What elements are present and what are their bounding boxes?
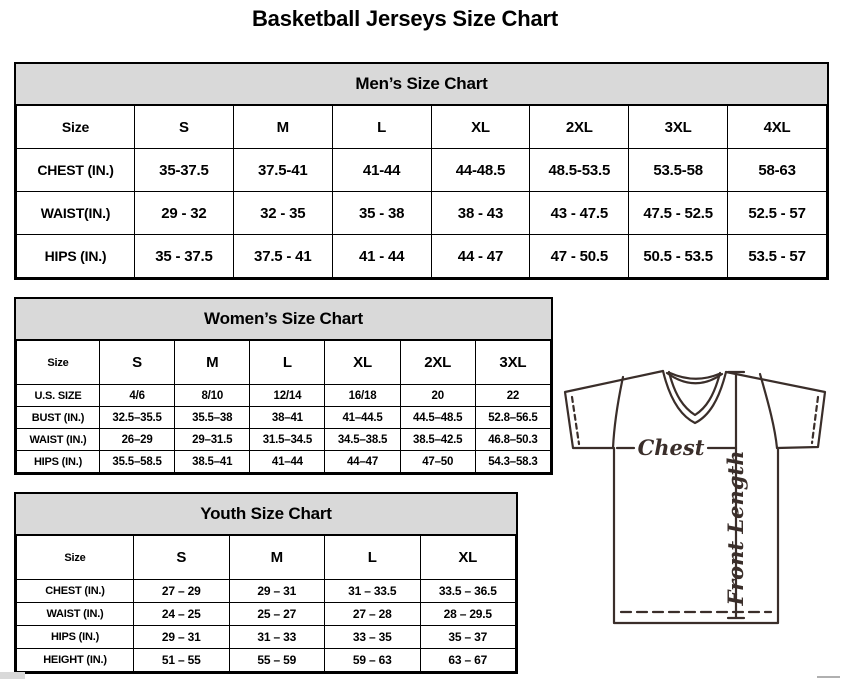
table-row [17,626,516,649]
table-row [17,649,516,672]
table-cell: 33 – 35 [325,626,421,649]
table-cell: 22 [475,385,550,407]
table-cell: 16/18 [325,385,400,407]
table-row [17,192,827,235]
table-cell: 37.5 - 41 [233,235,332,278]
table-cell: 47–50 [400,451,475,473]
jersey-body-outline [614,448,778,623]
table-cell: 53.5-58 [629,149,728,192]
table-cell: 25 – 27 [229,603,325,626]
table-cell: 63 – 67 [420,649,516,672]
table-cell: 53.5 - 57 [728,235,827,278]
table-cell: 41-44 [332,149,431,192]
table-row [17,429,551,451]
column-header: L [325,536,421,580]
table-cell: 31 – 33.5 [325,580,421,603]
jersey-right-cuff-dashes [812,397,818,443]
womens-chart-title: Women’s Size Chart [16,299,551,340]
column-header: 3XL [475,341,550,385]
table-cell: 4/6 [100,385,175,407]
table-cell: 29–31.5 [175,429,250,451]
table-cell: 38.5–42.5 [400,429,475,451]
table-cell: 47.5 - 52.5 [629,192,728,235]
mens-size-chart [14,62,829,280]
youth-chart-title: Youth Size Chart [16,494,516,535]
table-cell: 32 - 35 [233,192,332,235]
table-cell: 44–47 [325,451,400,473]
youth-size-table [16,535,516,672]
mens-chart-title: Men’s Size Chart [16,64,827,105]
table-row [17,385,551,407]
table-row [17,580,516,603]
row-label: HIPS (IN.) [17,235,135,278]
column-header: S [134,536,230,580]
womens-size-table [16,340,551,473]
table-cell: 43 - 47.5 [530,192,629,235]
row-label: CHEST (IN.) [17,149,135,192]
front-length-label: Front Length [723,450,748,606]
column-header: M [229,536,325,580]
table-cell: 37.5-41 [233,149,332,192]
jersey-right-seam [760,374,777,448]
table-cell: 41–44.5 [325,407,400,429]
row-label: HIPS (IN.) [17,451,100,473]
row-label: WAIST (IN.) [17,429,100,451]
table-row [17,603,516,626]
table-cell: 27 – 28 [325,603,421,626]
table-cell: 35 – 37 [420,626,516,649]
column-header-row [17,536,516,580]
table-cell: 31 – 33 [229,626,325,649]
table-cell: 48.5-53.5 [530,149,629,192]
column-header: S [135,106,234,149]
table-cell: 52.8–56.5 [475,407,550,429]
table-row [17,451,551,473]
page-title: Basketball Jerseys Size Chart [251,6,559,31]
table-cell: 50.5 - 53.5 [629,235,728,278]
table-cell: 44 - 47 [431,235,530,278]
table-cell: 31.5–34.5 [250,429,325,451]
table-cell: 35 - 38 [332,192,431,235]
table-cell: 32.5–35.5 [100,407,175,429]
row-label: HEIGHT (IN.) [17,649,134,672]
row-label: BUST (IN.) [17,407,100,429]
column-header: L [250,341,325,385]
table-cell: 8/10 [175,385,250,407]
column-header: 2XL [530,106,629,149]
column-header: Size [17,106,135,149]
column-header: M [175,341,250,385]
table-cell: 52.5 - 57 [728,192,827,235]
column-header-row [17,341,551,385]
row-label: U.S. SIZE [17,385,100,407]
mens-size-table [16,105,827,278]
jersey-left-cuff-dashes [572,397,579,444]
table-cell: 41 - 44 [332,235,431,278]
table-cell: 59 – 63 [325,649,421,672]
horizontal-scrollbar-fragment-left[interactable] [0,672,25,679]
table-cell: 47 - 50.5 [530,235,629,278]
table-cell: 29 - 32 [135,192,234,235]
table-cell: 29 – 31 [229,580,325,603]
table-cell: 58-63 [728,149,827,192]
table-cell: 54.3–58.3 [475,451,550,473]
column-header-row [17,106,827,149]
table-cell: 55 – 59 [229,649,325,672]
table-cell: 20 [400,385,475,407]
column-header: Size [17,536,134,580]
column-header: S [100,341,175,385]
jersey-left-seam [613,377,623,448]
chest-label: Chest [637,435,705,460]
column-header: L [332,106,431,149]
column-header: 4XL [728,106,827,149]
youth-size-chart [14,492,518,674]
table-cell: 35.5–58.5 [100,451,175,473]
table-cell: 46.8–50.3 [475,429,550,451]
table-cell: 35-37.5 [135,149,234,192]
column-header: XL [325,341,400,385]
table-cell: 38–41 [250,407,325,429]
column-header: 3XL [629,106,728,149]
table-cell: 29 – 31 [134,626,230,649]
column-header: M [233,106,332,149]
column-header: XL [431,106,530,149]
horizontal-scrollbar-fragment-right[interactable] [817,676,840,678]
table-cell: 51 – 55 [134,649,230,672]
table-cell: 35 - 37.5 [135,235,234,278]
table-row [17,235,827,278]
column-header: Size [17,341,100,385]
row-label: WAIST (IN.) [17,603,134,626]
table-cell: 38 - 43 [431,192,530,235]
table-row [17,407,551,429]
column-header: 2XL [400,341,475,385]
table-row [17,149,827,192]
table-cell: 38.5–41 [175,451,250,473]
table-cell: 44-48.5 [431,149,530,192]
row-label: CHEST (IN.) [17,580,134,603]
table-cell: 28 – 29.5 [420,603,516,626]
table-cell: 27 – 29 [134,580,230,603]
row-label: HIPS (IN.) [17,626,134,649]
table-cell: 26–29 [100,429,175,451]
table-cell: 35.5–38 [175,407,250,429]
table-cell: 34.5–38.5 [325,429,400,451]
table-cell: 44.5–48.5 [400,407,475,429]
table-cell: 41–44 [250,451,325,473]
jersey-diagram [557,360,843,679]
table-cell: 24 – 25 [134,603,230,626]
row-label: WAIST(IN.) [17,192,135,235]
column-header: XL [420,536,516,580]
table-cell: 12/14 [250,385,325,407]
table-cell: 33.5 – 36.5 [420,580,516,603]
womens-size-chart [14,297,553,475]
